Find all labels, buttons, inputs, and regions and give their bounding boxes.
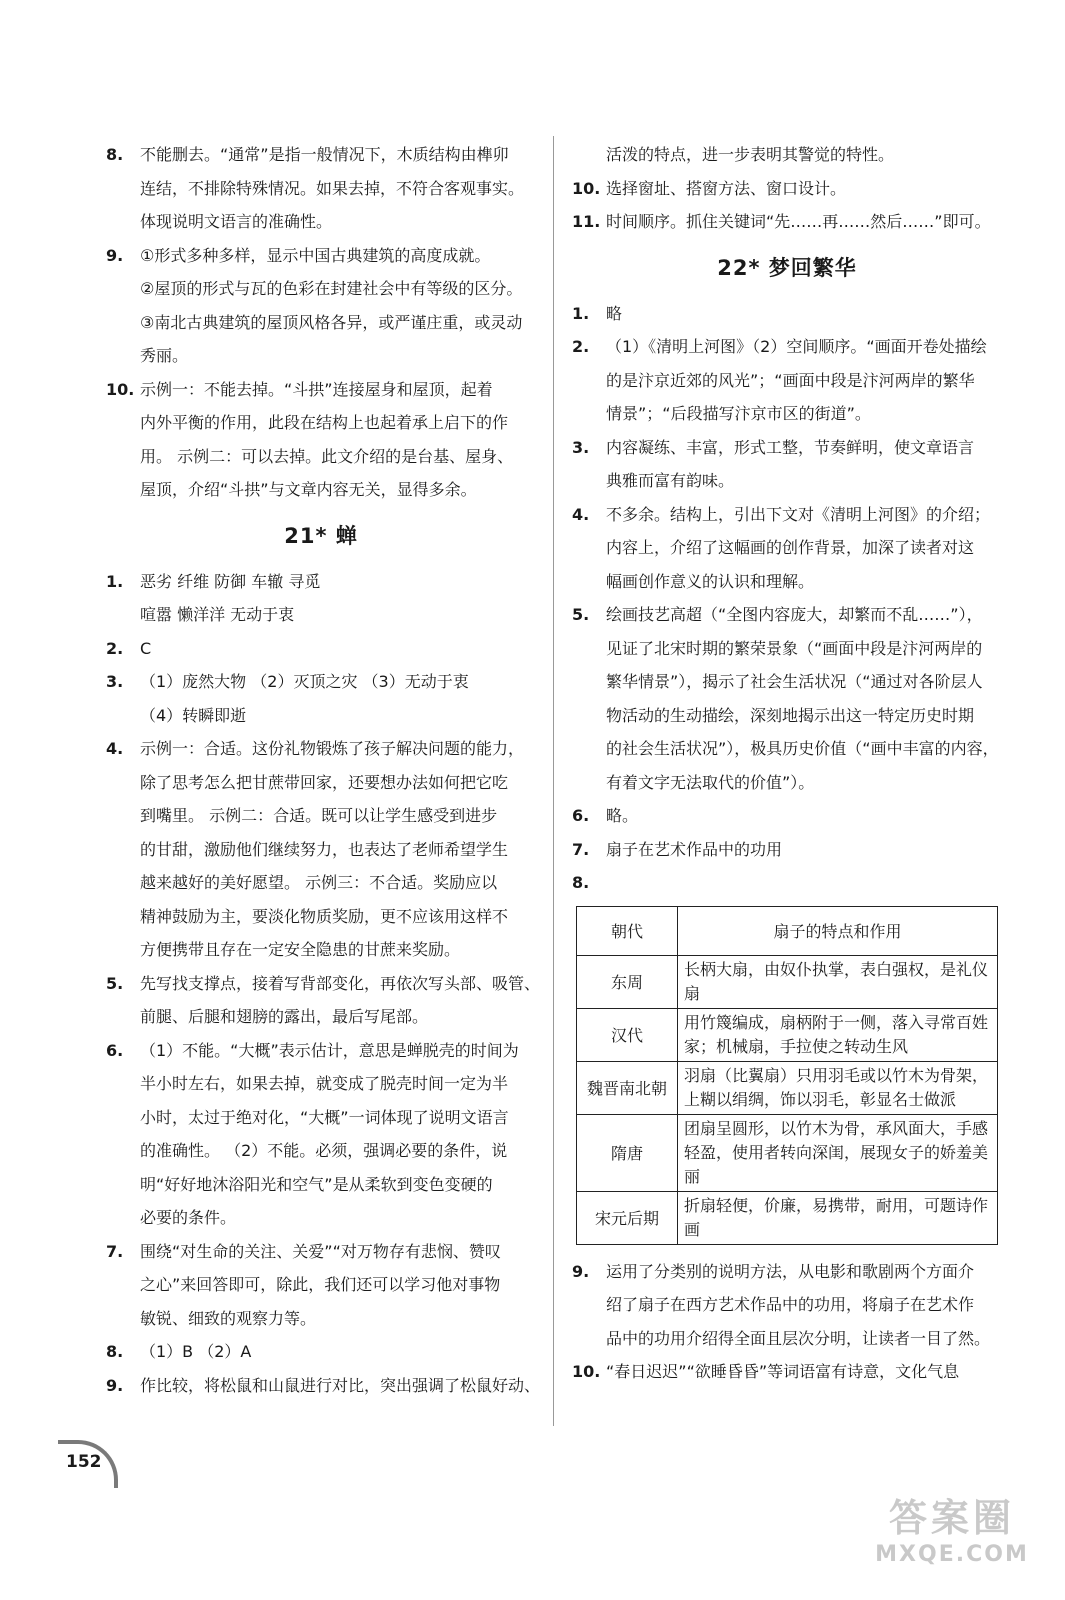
answer-text: 前腿、后腿和翅膀的露出，最后写尾部。: [140, 1007, 429, 1026]
answer-item: [106, 373, 536, 407]
dynasty-cell: 汉代: [577, 1008, 678, 1061]
answer-text: 秀丽。: [140, 346, 189, 365]
answer-continuation: [106, 699, 536, 733]
answer-text: 的甘甜，激励他们继续努力，也表达了老师希望学生: [140, 839, 509, 859]
question-number: 2.: [106, 638, 124, 658]
question-number: 11.: [572, 212, 601, 231]
answer-continuation: [106, 1101, 536, 1135]
answer-item: [106, 967, 541, 1001]
question-number: 10.: [572, 178, 601, 198]
answer-text: 小时，太过于绝对化，“大概”一词体现了说明文语言: [140, 1107, 509, 1127]
answer-continuation: [106, 1067, 536, 1101]
answer-text: 内容上，介绍了这幅画的创作背景，加深了读者对这: [606, 538, 975, 557]
answer-text: 略: [606, 303, 623, 323]
fan-table: [576, 906, 998, 1245]
right-column-top: [572, 138, 1002, 900]
answer-item: [572, 297, 1002, 331]
dynasty-cell: 宋元后期: [577, 1191, 678, 1244]
feature-cell: 折扇轻便，价廉，易携带，耐用，可题诗作画: [678, 1191, 998, 1244]
answer-text: 除了思考怎么把甘蔗带回家，还要想办法如何把它吃: [140, 772, 509, 792]
answer-item: [106, 565, 536, 599]
feature-cell: 用竹篾编成，扇柄附于一侧，落入寻常百姓家；机械扇，手拉使之转动生风: [678, 1008, 998, 1061]
feature-cell: 羽扇（比翼扇）只用羽毛或以竹木为骨架，上糊以绢绸，饰以羽毛，彰显名士做派: [678, 1061, 998, 1114]
answer-item: [572, 799, 1002, 833]
answer-continuation: [106, 1168, 536, 1202]
answer-continuation: [572, 699, 1002, 733]
answer-text: 绘画技艺高超（“全图内容庞大，却繁而不乱……”），: [606, 605, 983, 624]
answer-text: 繁华情景”），揭示了社会生活状况（“通过对各阶层人: [606, 672, 983, 691]
answer-continuation: [106, 766, 536, 800]
answer-text: 运用了分类别的说明方法，从电影和歌剧两个方面介: [606, 1261, 975, 1281]
question-number: 8.: [106, 145, 124, 164]
answer-text: “春日迟迟”“欲睡昏昏”等词语富有诗意，文化气息: [606, 1362, 960, 1381]
question-number: 5.: [106, 973, 124, 993]
dynasty-cell: 东周: [577, 955, 678, 1008]
answer-text: 方便携带且存在一定安全隐患的甘蔗来奖励。: [140, 940, 461, 959]
answer-text: ②屋顶的形式与瓦的色彩在封建社会中有等级的区分。: [140, 279, 523, 298]
answer-continuation: [572, 138, 1002, 172]
answer-continuation: [106, 1302, 536, 1336]
question-number: 7.: [572, 839, 590, 859]
answer-text: 明“好好地沐浴阳光和空气”是从柔软到变色变硬的: [140, 1174, 493, 1194]
fan-table-row: [577, 1008, 998, 1061]
question-number: 8.: [572, 873, 590, 892]
answer-continuation: [106, 833, 536, 867]
answer-continuation: [106, 799, 536, 833]
answer-text: 用。 示例二：可以去掉。此文介绍的是台基、屋身、: [140, 446, 514, 466]
dynasty-cell: 魏晋南北朝: [577, 1061, 678, 1114]
answer-text: 先写找支撑点，接着写背部变化，再依次写头部、吸管、: [140, 973, 541, 993]
answer-continuation: [106, 473, 536, 507]
answer-text: 内外平衡的作用，此段在结构上也起着承上启下的作: [140, 413, 509, 432]
answer-text: 品中的功用介绍得全面且层次分明，让读者一目了然。: [606, 1328, 991, 1348]
answer-continuation: [572, 1322, 1002, 1356]
section-title: 21* 蝉: [284, 523, 358, 548]
answer-text: 连结，不排除特殊情况。如果去掉，不符合客观事实。: [140, 178, 525, 198]
question-number: 3.: [106, 672, 124, 691]
answer-text: 见证了北宋时期的繁荣景象（“画面中段是汴河两岸的: [606, 638, 983, 658]
answer-text: 恶劣 纤维 防御 车辙 寻觅: [140, 571, 321, 591]
fan-table-row: [577, 1191, 998, 1244]
answer-text: ①形式多种多样，显示中国古典建筑的高度成就。: [140, 245, 491, 265]
answer-continuation: [572, 364, 1002, 398]
answer-item: [572, 172, 1002, 206]
answer-item: [106, 632, 536, 666]
answer-text: 绍了扇子在西方艺术作品中的功用，将扇子在艺术作: [606, 1295, 975, 1314]
fan-table-row: [577, 955, 998, 1008]
answer-continuation: [572, 632, 1002, 666]
section-title: 22* 梦回繁华: [717, 255, 857, 280]
answer-item: [106, 665, 536, 699]
answer-text: 之心”来回答即可，除此，我们还可以学习他对事物: [140, 1275, 501, 1294]
answer-continuation: [106, 900, 536, 934]
answer-item: [572, 866, 1002, 900]
answer-text: 的准确性。 （2）不能。必须，强调必要的条件，说: [140, 1141, 508, 1160]
answer-item: [572, 330, 1002, 364]
answer-text: 敏锐、细致的观察力等。: [140, 1308, 317, 1328]
answer-text: （1）B （2）A: [140, 1342, 252, 1361]
answer-continuation: [106, 1134, 536, 1168]
answer-text: 活泼的特点，进一步表明其警觉的特性。: [606, 145, 895, 164]
question-number: 2.: [572, 337, 590, 356]
answer-text: 不多余。结构上，引出下文对《清明上河图》的介绍；: [606, 504, 991, 524]
answer-text: 的是汴京近郊的风光”；“画面中段是汴河两岸的繁华: [606, 370, 975, 390]
question-number: 8.: [106, 1342, 124, 1361]
answer-continuation: [572, 397, 1002, 431]
answer-continuation: [572, 766, 1002, 800]
answer-continuation: [106, 1000, 536, 1034]
question-number: 6.: [572, 806, 590, 825]
answer-text: 的社会生活状况”），极具历史价值（“画中丰富的内容，: [606, 739, 999, 758]
fan-table-header-row: [577, 906, 998, 955]
left-column: [106, 138, 541, 1402]
watermark-title: 答案圈: [888, 1496, 1015, 1540]
answer-continuation: [106, 933, 536, 967]
answer-item: [572, 1355, 1002, 1389]
answer-item: [572, 598, 1002, 632]
answer-text: 示例一：不能去掉。“斗拱”连接屋身和屋顶，起着: [140, 379, 493, 399]
fan-table-header-dynasty: 朝代: [577, 906, 678, 955]
answer-text: ③南北古典建筑的屋顶风格各异，或严谨庄重，或灵动: [140, 312, 523, 332]
answer-item: [106, 239, 536, 273]
answer-continuation: [106, 440, 536, 474]
answer-text: 略。: [606, 806, 639, 825]
question-number: 10.: [572, 1362, 601, 1381]
dynasty-cell: 隋唐: [577, 1114, 678, 1191]
answer-text: 不能删去。“通常”是指一般情况下，木质结构由榫卯: [140, 145, 509, 164]
answer-text: 到嘴里。 示例二：合适。既可以让学生感受到进步: [140, 806, 498, 825]
answer-text: 喧嚣 懒洋洋 无动于衷: [140, 605, 295, 624]
watermark-url: MXQE.COM: [875, 1542, 1029, 1567]
question-number: 5.: [572, 605, 590, 624]
answer-continuation: [106, 272, 536, 306]
question-number: 4.: [572, 504, 590, 524]
answer-text: 时间顺序。抓住关键词“先……再……然后……”即可。: [606, 212, 991, 231]
right-column-bottom: [572, 1255, 1002, 1389]
question-number: 1.: [106, 571, 124, 591]
answer-item: [572, 1255, 1002, 1289]
answer-text: （4）转瞬即逝: [140, 705, 247, 725]
answer-item: [106, 1235, 536, 1269]
answer-item: [572, 833, 1002, 867]
answer-text: 越来越好的美好愿望。 示例三：不合适。奖励应以: [140, 873, 498, 892]
fan-table-body: [577, 955, 998, 1244]
answer-item: [572, 431, 1002, 465]
answer-continuation: [106, 306, 536, 340]
question-number: 6.: [106, 1040, 124, 1060]
question-number: 9.: [106, 245, 124, 265]
answer-continuation: [572, 732, 1002, 766]
answer-continuation: [106, 406, 536, 440]
answer-continuation: [572, 665, 1002, 699]
question-number: 10.: [106, 379, 135, 399]
answer-text: 有着文字无法取代的价值”）。: [606, 772, 815, 792]
answer-item: [106, 138, 536, 172]
answer-continuation: [572, 531, 1002, 565]
question-number: 9.: [106, 1375, 124, 1395]
answer-text: 必要的条件。: [140, 1208, 237, 1227]
fan-table-header-feature: 扇子的特点和作用: [678, 906, 998, 955]
answer-continuation: [106, 172, 536, 206]
column-divider: [553, 136, 554, 1426]
answer-continuation: [572, 464, 1002, 498]
answer-text: C: [140, 638, 152, 658]
watermark: [872, 1487, 1032, 1567]
answer-text: 半小时左右，如果去掉，就变成了脱壳时间一定为半: [140, 1074, 509, 1093]
answer-continuation: [106, 1201, 536, 1235]
answer-text: 示例一：合适。这份礼物锻炼了孩子解决问题的能力，: [140, 739, 525, 758]
answer-text: 内容凝练、丰富，形式工整，节奏鲜明，使文章语言: [606, 437, 975, 457]
answer-continuation: [106, 339, 536, 373]
feature-cell: 团扇呈圆形，以竹木为骨，承风面大，手感轻盈，使用者转向深闺，展现女子的娇羞美丽: [678, 1114, 998, 1191]
question-number: 7.: [106, 1241, 124, 1261]
answer-item: [106, 1034, 536, 1068]
page-number: 152: [66, 1452, 102, 1472]
answer-continuation: [106, 866, 536, 900]
answer-text: 幅画创作意义的认识和理解。: [606, 571, 815, 591]
fan-table-row: [577, 1061, 998, 1114]
question-number: 4.: [106, 739, 124, 758]
feature-cell: 长柄大扇，由奴仆执掌，表白强权，是礼仪扇: [678, 955, 998, 1008]
answer-item: [106, 1369, 541, 1403]
answer-text: 扇子在艺术作品中的功用: [606, 839, 783, 859]
answer-text: 屋顶，介绍“斗拱”与文章内容无关，显得多余。: [140, 480, 477, 499]
answer-continuation: [106, 598, 536, 632]
answer-item: [106, 732, 536, 766]
answer-continuation: [572, 565, 1002, 599]
answer-text: 典雅而富有韵味。: [606, 471, 735, 490]
answer-text: 围绕“对生命的关注、关爱”“对万物存有悲悯、赞叹: [140, 1241, 501, 1261]
answer-text: （1）不能。“大概”表示估计，意思是蝉脱壳的时间为: [140, 1040, 519, 1060]
answer-continuation: [106, 1268, 536, 1302]
answer-continuation: [106, 205, 536, 239]
question-number: 3.: [572, 437, 590, 457]
right-column: [572, 138, 1002, 1389]
answer-text: 选择窗址、搭窗方法、窗口设计。: [606, 178, 847, 198]
answer-text: （1）《清明上河图》（2）空间顺序。“画面开卷处描绘: [606, 337, 987, 356]
question-number: 1.: [572, 303, 590, 323]
question-number: 9.: [572, 1261, 590, 1281]
answer-text: 作比较，将松鼠和山鼠进行对比，突出强调了松鼠好动、: [140, 1375, 541, 1395]
fan-table-row: [577, 1114, 998, 1191]
answer-text: （1）庞然大物 （2）灭顶之灾 （3）无动于衷: [140, 672, 469, 691]
answer-item: [572, 498, 1002, 532]
answer-text: 情景”；“后段描写汴京市区的街道”。: [606, 404, 871, 423]
answer-item: [106, 1335, 536, 1369]
answer-text: 精神鼓励为主，要淡化物质奖励，更不应该用这样不: [140, 906, 509, 926]
answer-text: 体现说明文语言的准确性。: [140, 212, 333, 231]
answer-text: 物活动的生动描绘，深刻地揭示出这一特定历史时期: [606, 705, 975, 725]
answer-continuation: [572, 1288, 1002, 1322]
answer-item: [572, 205, 1002, 239]
